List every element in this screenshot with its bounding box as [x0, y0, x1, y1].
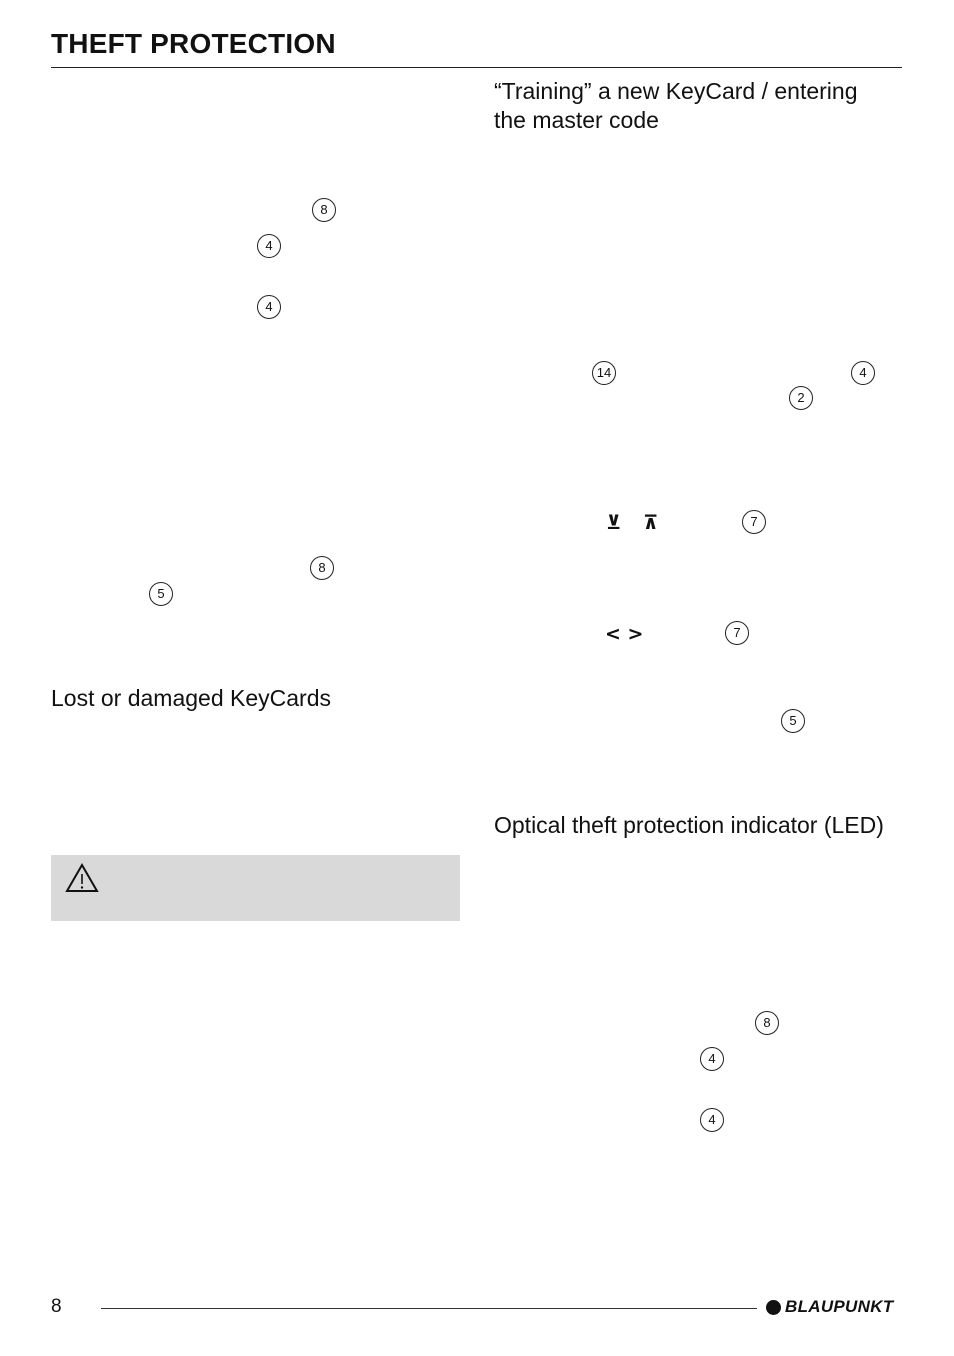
callout-marker: 4: [851, 361, 875, 385]
callout-marker: 5: [149, 582, 173, 606]
down-key-symbol: ⊻: [606, 512, 622, 534]
heading-optical-indicator: Optical theft protection indicator (LED): [494, 812, 884, 838]
left-right-key-symbol: < >: [605, 623, 644, 645]
callout-marker: 4: [700, 1108, 724, 1132]
callout-marker: 8: [310, 556, 334, 580]
brand-name: BLAUPUNKT: [785, 1297, 894, 1316]
callout-marker: 2: [789, 386, 813, 410]
title-divider: [51, 67, 902, 68]
callout-marker: 5: [781, 709, 805, 733]
callout-marker: 14: [592, 361, 616, 385]
brand-logo: [766, 1297, 893, 1317]
up-key-symbol: ⊼: [643, 512, 659, 534]
callout-marker: 8: [755, 1011, 779, 1035]
footer-divider: [101, 1308, 757, 1309]
callout-marker: 8: [312, 198, 336, 222]
callout-marker: 4: [257, 234, 281, 258]
callout-marker: 4: [257, 295, 281, 319]
warning-triangle-icon: [65, 863, 99, 893]
callout-marker: 7: [742, 510, 766, 534]
heading-lost-keycards: Lost or damaged KeyCards: [51, 685, 331, 711]
heading-training-keycard: “Training” a new KeyCard / entering the master code: [494, 78, 858, 133]
brand-dot-icon: [766, 1300, 781, 1315]
page-number: 8: [51, 1296, 62, 1317]
page-title: THEFT PROTECTION: [51, 28, 336, 59]
callout-marker: 4: [700, 1047, 724, 1071]
warning-box: [51, 855, 460, 921]
callout-marker: 7: [725, 621, 749, 645]
